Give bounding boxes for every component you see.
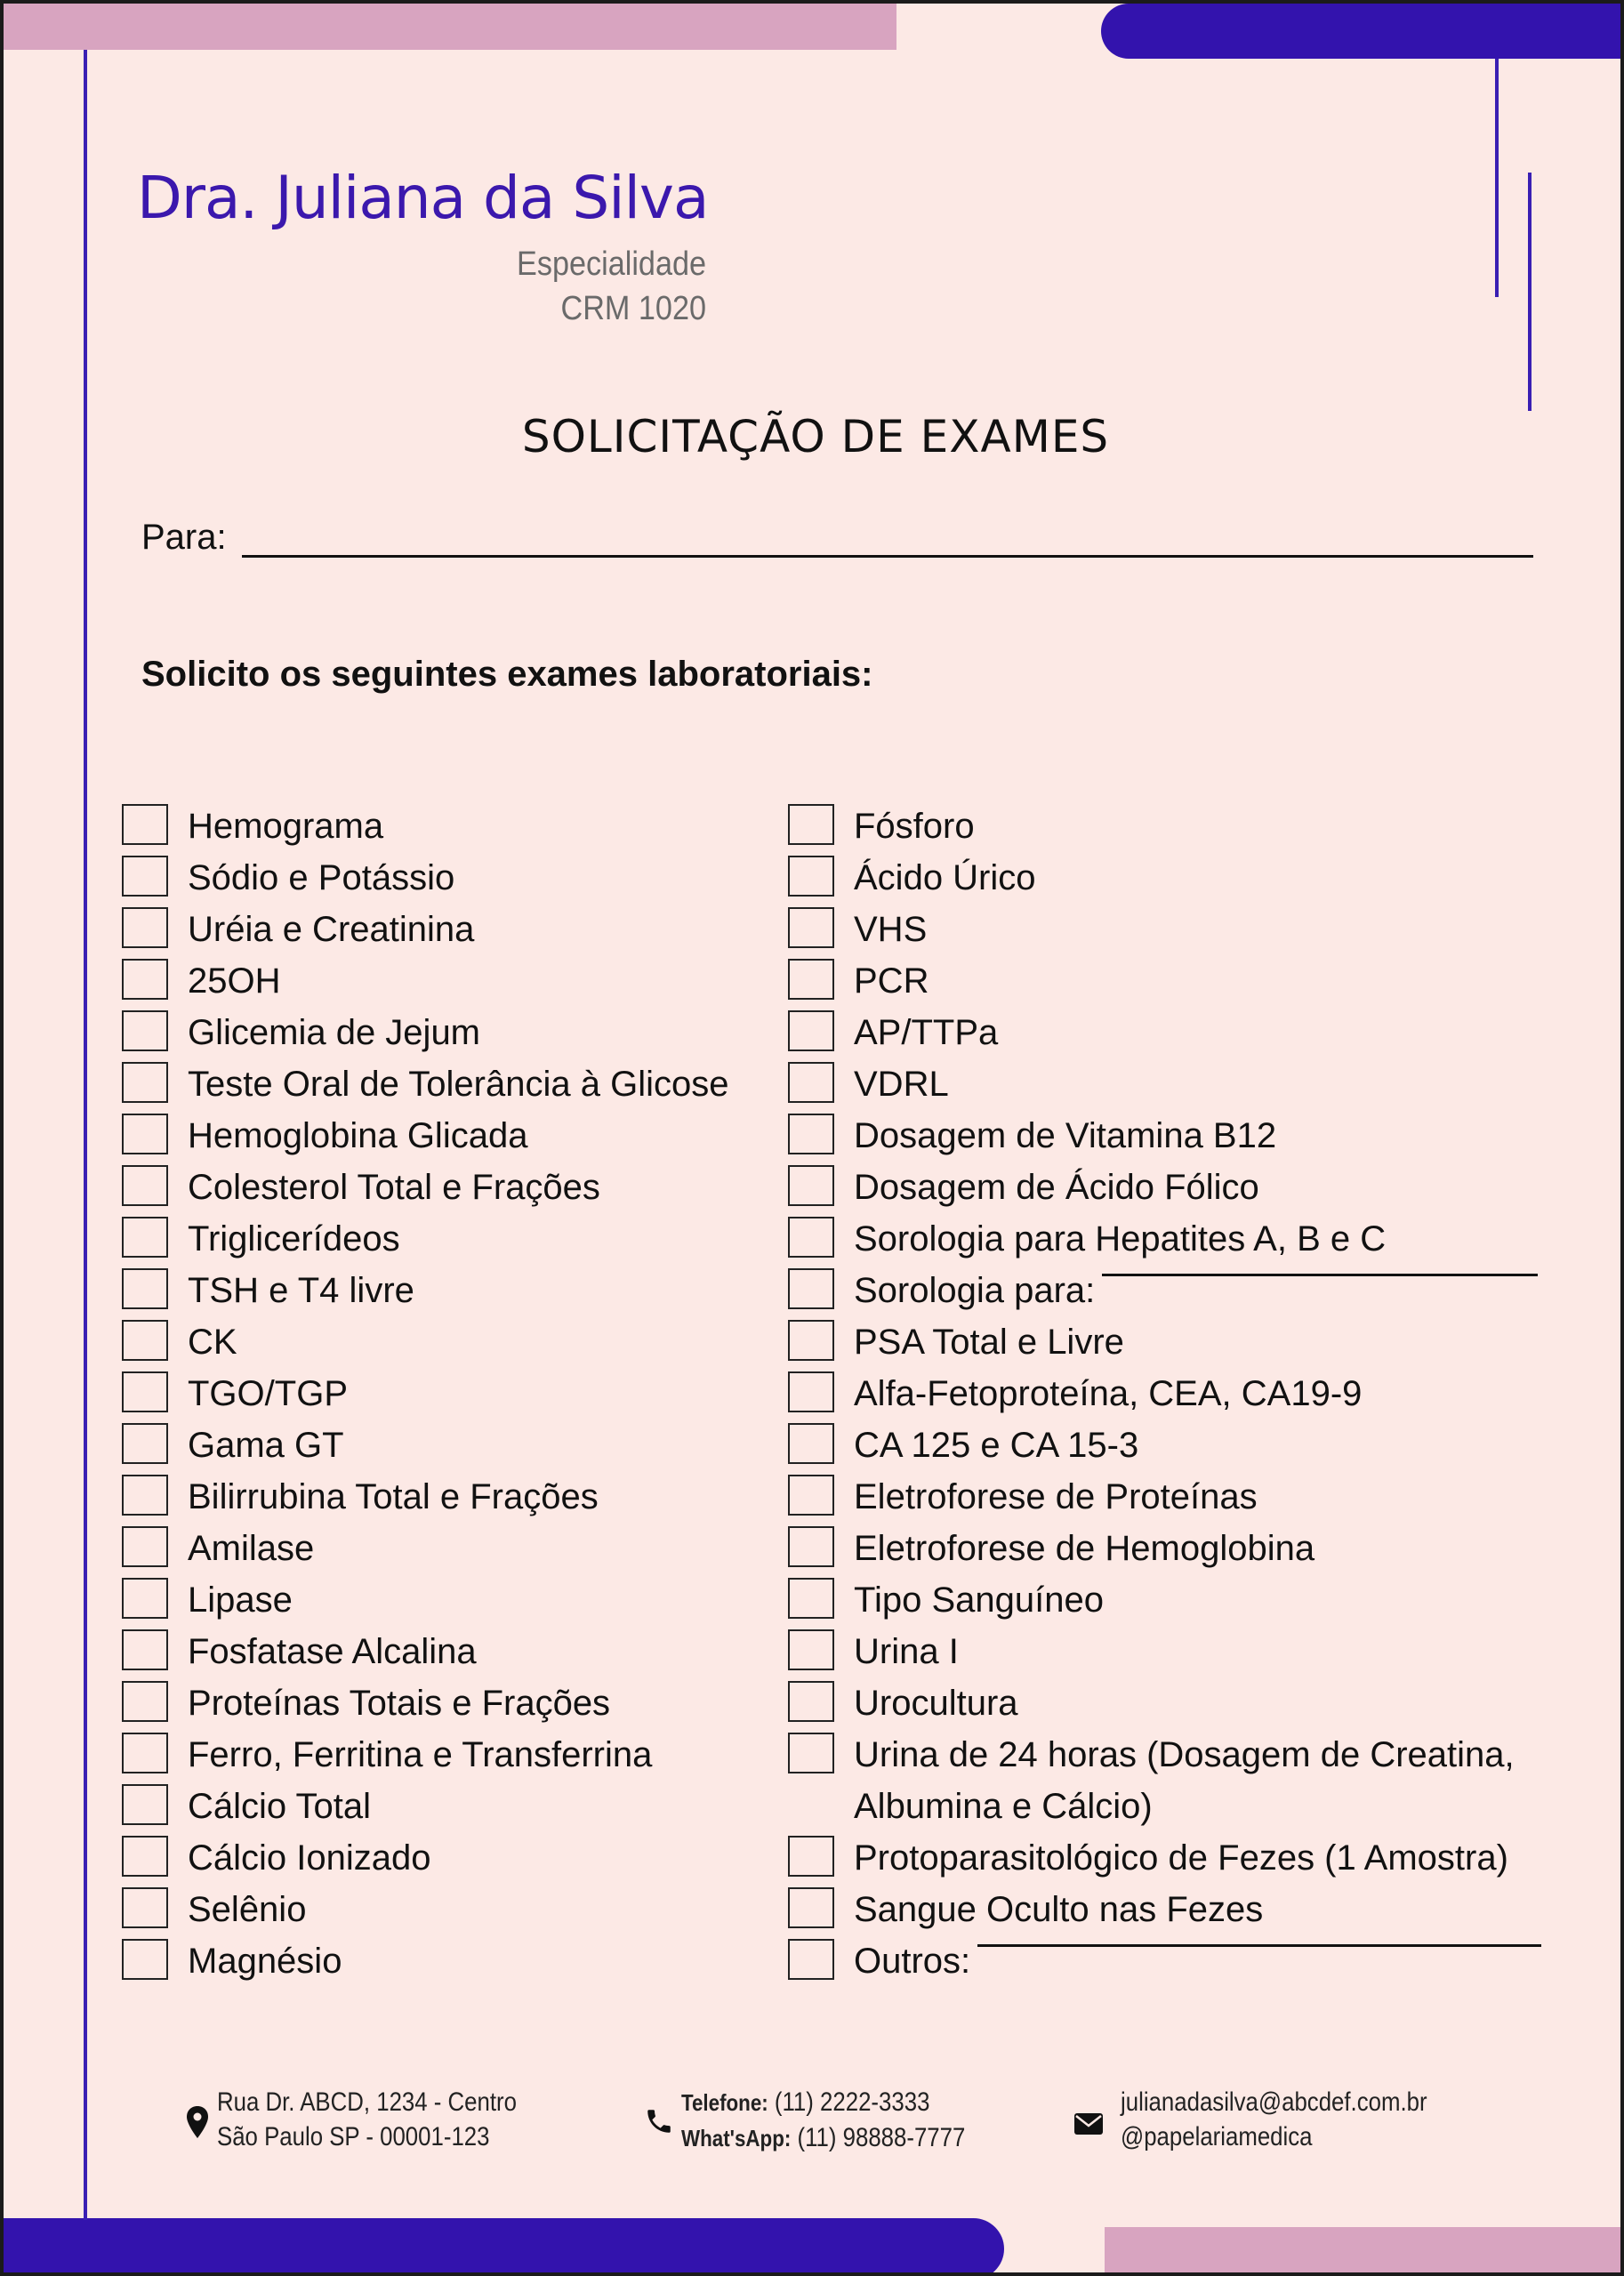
exam-item — [788, 852, 1580, 904]
address-line-2: São Paulo SP - 00001-123 — [217, 2122, 490, 2151]
right-vertical-rule-2 — [1528, 173, 1532, 411]
exam-checkbox[interactable] — [122, 1681, 168, 1722]
exam-item — [788, 1110, 1580, 1162]
exam-label: PCR — [854, 961, 929, 1001]
exam-checkbox[interactable] — [788, 856, 834, 897]
exam-item — [788, 1523, 1580, 1574]
intro-text: Solicito os seguintes exames laboratoriais: — [141, 655, 873, 694]
exam-label: Sódio e Potássio — [188, 858, 455, 897]
exam-label: Urocultura — [854, 1684, 1018, 1723]
exam-checkbox[interactable] — [122, 1062, 168, 1103]
exam-item — [122, 1781, 780, 1832]
exam-checkbox[interactable] — [122, 804, 168, 845]
exam-checkbox[interactable] — [122, 1114, 168, 1154]
exam-label: CK — [188, 1323, 237, 1362]
exam-item — [788, 1007, 1580, 1058]
right-vertical-rule-1 — [1495, 59, 1499, 297]
exam-item — [788, 1058, 1580, 1110]
exam-checkbox[interactable] — [788, 1475, 834, 1516]
exam-checkbox[interactable] — [122, 1423, 168, 1464]
exam-checkbox[interactable] — [122, 1010, 168, 1051]
exam-item — [122, 1265, 780, 1316]
exam-label: Hemograma — [188, 807, 384, 846]
exam-list-left — [122, 800, 780, 1987]
exam-label: Outros: — [854, 1942, 971, 1981]
exam-item — [788, 1316, 1580, 1368]
exam-checkbox[interactable] — [122, 1629, 168, 1670]
exam-label: Teste Oral de Tolerância à Glicose — [188, 1065, 729, 1104]
exam-label: Lipase — [188, 1580, 293, 1620]
phone-row — [681, 2085, 929, 2120]
exam-item — [122, 1213, 780, 1265]
exam-item — [788, 1935, 1580, 1987]
exam-label: Fosfatase Alcalina — [188, 1632, 477, 1671]
exam-list-right — [788, 800, 1580, 1987]
bottom-right-pink-bar — [1105, 2227, 1624, 2276]
email-icon — [1074, 2113, 1103, 2135]
top-right-blue-bar — [1101, 4, 1624, 59]
phone-label: Telefone: — [681, 2089, 768, 2116]
exam-item — [122, 1316, 780, 1368]
footer-address — [217, 2085, 566, 2154]
exam-item — [788, 1368, 1580, 1419]
exam-label: Bilirrubina Total e Frações — [188, 1477, 599, 1516]
exam-label: Glicemia de Jejum — [188, 1013, 481, 1052]
exam-item — [122, 1471, 780, 1523]
exam-checkbox[interactable] — [788, 1165, 834, 1206]
exam-label: Sorologia para Hepatites A, B e C — [854, 1219, 1387, 1259]
exam-checkbox[interactable] — [788, 1836, 834, 1877]
para-label: Para: — [141, 518, 227, 557]
exam-checkbox[interactable] — [788, 804, 834, 845]
exam-label: Fósforo — [854, 807, 975, 846]
exam-label: Magnésio — [188, 1942, 342, 1981]
exam-label: 25OH — [188, 961, 281, 1001]
exam-label: Proteínas Totais e Frações — [188, 1684, 611, 1723]
exam-item — [788, 1677, 1580, 1729]
exam-item — [122, 1935, 780, 1987]
exam-checkbox[interactable] — [788, 1062, 834, 1103]
exam-label: AP/TTPa — [854, 1013, 999, 1052]
exam-label: Hemoglobina Glicada — [188, 1116, 528, 1155]
exam-item — [122, 800, 780, 852]
exam-item — [788, 1419, 1580, 1471]
exam-checkbox[interactable] — [788, 1887, 834, 1928]
whatsapp-number: (11) 98888-7777 — [797, 2123, 966, 2152]
exam-item — [122, 904, 780, 955]
outros-fill-line[interactable] — [977, 1944, 1541, 1947]
whatsapp-label: What'sApp: — [681, 2125, 792, 2151]
exam-checkbox[interactable] — [122, 1217, 168, 1258]
exam-checkbox[interactable] — [788, 1010, 834, 1051]
exam-label: Dosagem de Ácido Fólico — [854, 1168, 1259, 1207]
exam-item — [122, 852, 780, 904]
exam-item — [788, 1213, 1580, 1265]
exam-item — [122, 1574, 780, 1626]
exam-label: TSH e T4 livre — [188, 1271, 414, 1310]
exam-checkbox[interactable] — [788, 1526, 834, 1567]
exam-checkbox[interactable] — [788, 1629, 834, 1670]
exam-label: PSA Total e Livre — [854, 1323, 1124, 1362]
exam-checkbox[interactable] — [122, 856, 168, 897]
exam-checkbox[interactable] — [788, 1423, 834, 1464]
exam-item — [788, 904, 1580, 955]
exam-checkbox[interactable] — [122, 1887, 168, 1928]
exam-item — [788, 1626, 1580, 1677]
exam-checkbox[interactable] — [788, 907, 834, 948]
exam-item — [122, 1058, 780, 1110]
exam-label: Uréia e Creatinina — [188, 910, 475, 949]
exam-checkbox[interactable] — [122, 959, 168, 1000]
exam-label: VHS — [854, 910, 928, 949]
exam-item — [122, 1162, 780, 1213]
exam-label: VDRL — [854, 1065, 949, 1104]
exam-label: Ácido Úrico — [854, 858, 1036, 897]
exam-label: Gama GT — [188, 1426, 344, 1465]
exam-label: Colesterol Total e Frações — [188, 1168, 600, 1207]
exam-checkbox[interactable] — [788, 1939, 834, 1980]
exam-item — [122, 955, 780, 1007]
exam-item — [788, 1729, 1580, 1832]
whatsapp-row — [681, 2120, 965, 2156]
page-title: SOLICITAÇÃO DE EXAMES — [521, 411, 1110, 462]
exam-label: CA 125 e CA 15-3 — [854, 1426, 1139, 1465]
exam-checkbox[interactable] — [122, 1165, 168, 1206]
exam-label: Cálcio Ionizado — [188, 1838, 431, 1878]
exam-label: Sangue Oculto nas Fezes — [854, 1890, 1264, 1929]
exam-label: Tipo Sanguíneo — [854, 1580, 1104, 1620]
para-fill-line[interactable] — [242, 555, 1533, 558]
exam-label: Ferro, Ferritina e Transferrina — [188, 1735, 653, 1774]
exam-checkbox[interactable] — [788, 1320, 834, 1361]
exam-label: Eletroforese de Proteínas — [854, 1477, 1258, 1516]
doctor-name: Dra. Juliana da Silva — [137, 164, 709, 232]
exam-checkbox[interactable] — [788, 1681, 834, 1722]
exam-item — [122, 1523, 780, 1574]
exam-checkbox[interactable] — [122, 1526, 168, 1567]
exam-item — [788, 1832, 1580, 1884]
bottom-left-blue-bar — [4, 2218, 1004, 2276]
exam-item — [788, 1884, 1580, 1935]
sorologia-fill-line[interactable] — [1102, 1274, 1538, 1276]
exam-item — [788, 1471, 1580, 1523]
doctor-specialty: Especialidade — [517, 245, 706, 283]
exam-label: Eletroforese de Hemoglobina — [854, 1529, 1315, 1568]
exam-checkbox[interactable] — [788, 1733, 834, 1773]
exam-label: Dosagem de Vitamina B12 — [854, 1116, 1277, 1155]
exam-label: Alfa-Fetoproteína, CEA, CA19-9 — [854, 1374, 1363, 1413]
phone-number: (11) 2222-3333 — [774, 2087, 930, 2117]
exam-item — [122, 1729, 780, 1781]
exam-checkbox[interactable] — [788, 1114, 834, 1154]
exam-label: Urina I — [854, 1632, 959, 1671]
exam-checkbox[interactable] — [788, 1268, 834, 1309]
address-line-1: Rua Dr. ABCD, 1234 - Centro — [217, 2087, 517, 2117]
phone-icon — [644, 2106, 674, 2136]
exam-item — [122, 1626, 780, 1677]
exam-item — [122, 1007, 780, 1058]
footer-contact — [1121, 2085, 1477, 2154]
exam-checkbox[interactable] — [788, 959, 834, 1000]
exam-item — [122, 1368, 780, 1419]
exam-checkbox[interactable] — [122, 1268, 168, 1309]
social-handle: @papelariamedica — [1121, 2122, 1313, 2151]
exam-checkbox[interactable] — [788, 1371, 834, 1412]
location-pin-icon — [187, 2106, 208, 2138]
top-left-pink-bar — [4, 4, 896, 50]
email-text: julianadasilva@abcdef.com.br — [1121, 2087, 1427, 2117]
exam-label: Protoparasitológico de Fezes (1 Amostra) — [854, 1838, 1508, 1878]
exam-checkbox[interactable] — [122, 1784, 168, 1825]
exam-label: Urina de 24 horas (Dosagem de Creatina, Albumina e Cálcio) — [854, 1735, 1515, 1826]
exam-label: Amilase — [188, 1529, 315, 1568]
exam-item — [122, 1110, 780, 1162]
exam-checkbox[interactable] — [788, 1578, 834, 1619]
exam-checkbox[interactable] — [788, 1217, 834, 1258]
exam-label: Cálcio Total — [188, 1787, 372, 1826]
exam-item — [122, 1677, 780, 1729]
exam-item — [788, 1162, 1580, 1213]
exam-checkbox[interactable] — [122, 1578, 168, 1619]
exam-item — [122, 1884, 780, 1935]
exam-checkbox[interactable] — [122, 1475, 168, 1516]
exam-label: Selênio — [188, 1890, 307, 1929]
exam-label: TGO/TGP — [188, 1374, 348, 1413]
exam-checkbox[interactable] — [122, 1836, 168, 1877]
doctor-crm: CRM 1020 — [560, 290, 706, 327]
exam-label: Triglicerídeos — [188, 1219, 400, 1259]
left-vertical-rule — [84, 50, 87, 2220]
footer-phones — [681, 2085, 1011, 2156]
exam-item — [122, 1832, 780, 1884]
exam-checkbox[interactable] — [122, 907, 168, 948]
exam-item — [788, 1265, 1580, 1316]
exam-item — [122, 1419, 780, 1471]
exam-item — [788, 1574, 1580, 1626]
exam-item — [788, 955, 1580, 1007]
exam-checkbox[interactable] — [122, 1320, 168, 1361]
exam-item — [788, 800, 1580, 852]
exam-checkbox[interactable] — [122, 1939, 168, 1980]
exam-checkbox[interactable] — [122, 1733, 168, 1773]
exam-checkbox[interactable] — [122, 1371, 168, 1412]
exam-label: Sorologia para: — [854, 1271, 1096, 1310]
